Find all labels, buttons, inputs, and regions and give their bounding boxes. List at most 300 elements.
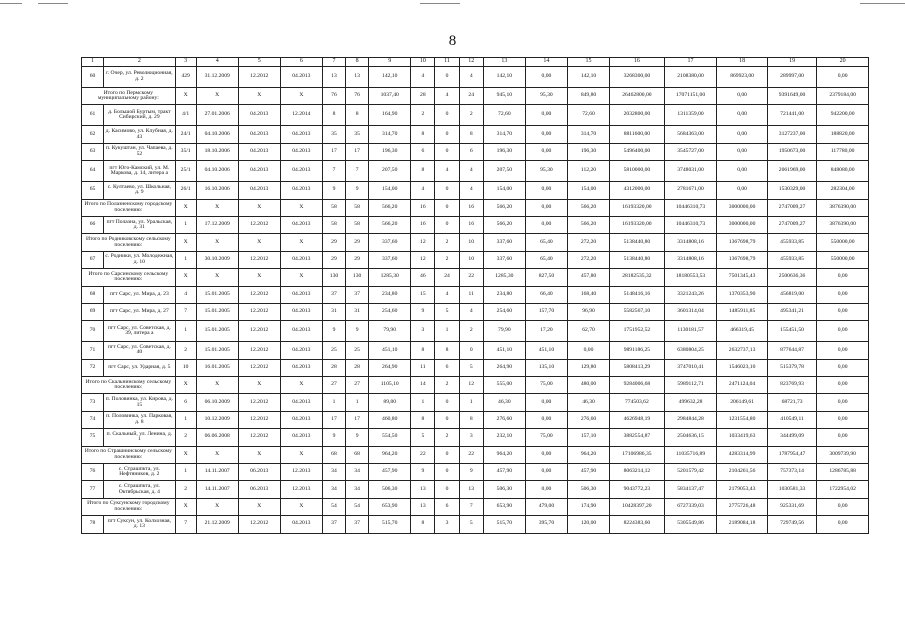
table-cell: 254,60: [369, 303, 411, 320]
table-row: [82, 105, 869, 126]
table-cell: X: [175, 446, 196, 463]
table-cell: 196,30: [369, 143, 411, 160]
table-cell: 5: [435, 303, 459, 320]
table-cell: 95,30: [525, 88, 567, 105]
table-cell: 0: [459, 342, 483, 359]
table-cell: 1787954,47: [767, 446, 816, 463]
table-cell: X: [238, 377, 280, 394]
table-cell: 135,10: [525, 359, 567, 376]
table-cell: 67: [82, 251, 104, 268]
table-cell: 04.10.2006: [196, 126, 238, 143]
address-cell: пгт Полазна, ул. Уральская, д. 31: [104, 216, 176, 233]
table-cell: 168,40: [567, 286, 609, 303]
table-cell: 1367698,79: [717, 251, 768, 268]
table-cell: 5305549,86: [664, 516, 717, 533]
table-cell: 207,50: [483, 161, 525, 182]
table-cell: 2104261,56: [717, 464, 768, 481]
table-cell: X: [238, 269, 280, 286]
table-cell: 17071151,00: [664, 88, 717, 105]
table-cell: X: [280, 498, 322, 515]
table-cell: 69: [82, 303, 104, 320]
table-cell: 6: [175, 394, 196, 411]
table-cell: 3876390,00: [817, 216, 869, 233]
table-cell: 9891186,25: [610, 342, 665, 359]
table-cell: 3127237,00: [767, 126, 816, 143]
table-cell: 25: [346, 342, 369, 359]
address-cell: с. Страшпкта, ул. Октябрьская, д. 4: [104, 481, 176, 498]
table-cell: 0,00: [717, 161, 768, 182]
table-cell: 18180553,53: [664, 269, 717, 286]
table-cell: 457,90: [369, 464, 411, 481]
table-cell: 1: [411, 394, 435, 411]
table-cell: 14.11.2007: [196, 464, 238, 481]
table-cell: 566,20: [567, 199, 609, 216]
table-cell: 0: [435, 411, 459, 428]
table-cell: 75: [82, 429, 104, 446]
table-cell: 12.2012: [238, 321, 280, 342]
table-cell: 1037,40: [369, 88, 411, 105]
table-cell: X: [196, 377, 238, 394]
table-cell: 11035716,89: [664, 446, 717, 463]
column-number: 20: [817, 58, 869, 67]
table-cell: 74: [82, 411, 104, 428]
table-cell: 5684363,00: [664, 126, 717, 143]
table-cell: 30.10.2009: [196, 251, 238, 268]
subtotal-row: [82, 199, 869, 216]
table-cell: 31: [346, 303, 369, 320]
table-cell: 1311359,00: [664, 105, 717, 126]
table-cell: 06.10.2009: [196, 394, 238, 411]
table-cell: X: [175, 234, 196, 251]
table-cell: 0: [435, 182, 459, 199]
table-cell: 566,20: [369, 216, 411, 233]
table-cell: X: [175, 269, 196, 286]
table-row: [82, 429, 869, 446]
table-cell: 58: [346, 199, 369, 216]
table-cell: 12: [411, 251, 435, 268]
address-cell: с. Култаево, ул. Школьная, д. 9: [104, 182, 176, 199]
table-cell: 964,20: [483, 446, 525, 463]
table-cell: 0,00: [525, 199, 567, 216]
table-cell: 62,70: [567, 321, 609, 342]
table-cell: 78: [82, 516, 104, 533]
table-cell: 566,20: [483, 199, 525, 216]
table-cell: 12.2012: [238, 411, 280, 428]
table-cell: 29: [346, 251, 369, 268]
table-cell: 0: [435, 464, 459, 481]
table-cell: 0,00: [717, 182, 768, 199]
table-cell: 71: [82, 342, 104, 359]
table-cell: 721441,00: [767, 105, 816, 126]
table-cell: 8: [322, 105, 345, 126]
table-cell: 46,30: [483, 394, 525, 411]
table-cell: 282304,00: [817, 182, 869, 199]
table-cell: 04.10.2006: [196, 161, 238, 182]
table-cell: 9: [322, 321, 345, 342]
table-cell: 6: [411, 143, 435, 160]
table-cell: 0,00: [817, 359, 869, 376]
table-cell: 76: [82, 464, 104, 481]
table-cell: 4: [435, 161, 459, 182]
column-number: 6: [280, 58, 322, 67]
table-cell: 2: [435, 429, 459, 446]
table-cell: 314,70: [483, 126, 525, 143]
table-cell: 35: [322, 126, 345, 143]
table-cell: 0: [435, 446, 459, 463]
column-number: 7: [322, 58, 345, 67]
table-cell: 22: [459, 269, 483, 286]
table-cell: 17,20: [525, 321, 567, 342]
table-cell: 8224383,60: [610, 516, 665, 533]
table-cell: 276,60: [483, 411, 525, 428]
table-cell: 0: [435, 143, 459, 160]
table-cell: 9: [411, 303, 435, 320]
table-cell: 157,70: [525, 303, 567, 320]
table-cell: X: [196, 199, 238, 216]
table-cell: 0,00: [717, 143, 768, 160]
table-cell: 65,40: [525, 234, 567, 251]
table-cell: 164,90: [369, 105, 411, 126]
table-cell: 9391649,00: [767, 88, 816, 105]
table-cell: 4283314,99: [717, 446, 768, 463]
table-cell: 5496400,00: [610, 143, 665, 160]
table-cell: 9043772,23: [610, 481, 665, 498]
table-cell: 61: [82, 105, 104, 126]
table-cell: 58: [322, 216, 345, 233]
table-cell: 3268300,00: [610, 67, 665, 88]
table-cell: 22: [411, 446, 435, 463]
table-cell: 8: [346, 105, 369, 126]
address-cell: д. Касимово, ул. Клубная, д. 43: [104, 126, 176, 143]
table-cell: 17.12.2009: [196, 216, 238, 233]
table-cell: 0,00: [525, 394, 567, 411]
table-cell: 6: [459, 143, 483, 160]
table-cell: 877644,87: [767, 342, 816, 359]
table-cell: 5: [459, 359, 483, 376]
column-number: 5: [238, 58, 280, 67]
table-cell: 0,00: [567, 342, 609, 359]
table-cell: 34: [346, 464, 369, 481]
table-cell: X: [280, 269, 322, 286]
table-row: [82, 464, 869, 481]
table-cell: 451,10: [525, 342, 567, 359]
table-cell: 66,40: [525, 286, 567, 303]
table-cell: 3314808,16: [664, 251, 717, 268]
table-cell: 0,00: [525, 126, 567, 143]
table-cell: 12.2012: [238, 303, 280, 320]
table-cell: 9: [411, 464, 435, 481]
table-cell: 0: [435, 105, 459, 126]
table-cell: 8: [459, 411, 483, 428]
address-cell: пгт Сарс, ул. Ударная, д. 5: [104, 359, 176, 376]
table-cell: 68: [322, 446, 345, 463]
table-row: [82, 303, 869, 320]
table-cell: 12.2013: [280, 481, 322, 498]
table-cell: 17106986,35: [610, 446, 665, 463]
table-cell: 65,40: [525, 251, 567, 268]
table-cell: 46: [411, 269, 435, 286]
table-cell: 154,00: [483, 182, 525, 199]
table-cell: 1: [322, 394, 345, 411]
table-cell: 466319,45: [717, 321, 768, 342]
table-cell: 964,20: [369, 446, 411, 463]
table-cell: X: [175, 377, 196, 394]
subtotal-row: [82, 446, 869, 463]
table-cell: 46,30: [567, 394, 609, 411]
table-cell: 506,30: [567, 481, 609, 498]
table-cell: 0,00: [817, 342, 869, 359]
table-cell: 566,20: [567, 216, 609, 233]
table-cell: X: [196, 88, 238, 105]
table-cell: 12: [411, 234, 435, 251]
table-cell: 1546023,10: [717, 359, 768, 376]
table-cell: X: [280, 446, 322, 463]
table-cell: X: [280, 88, 322, 105]
table-cell: 13: [322, 67, 345, 88]
table-cell: 04.2013: [280, 359, 322, 376]
table-cell: 8: [411, 411, 435, 428]
table-cell: 2747009,27: [767, 199, 816, 216]
table-cell: 7: [175, 516, 196, 533]
table-row: [82, 182, 869, 199]
table-cell: 28: [322, 359, 345, 376]
table-cell: 515379,78: [767, 359, 816, 376]
table-cell: 2: [459, 105, 483, 126]
subtotal-label: Итого по Пермскому муниципальному району:: [82, 88, 176, 105]
table-cell: 25/1: [175, 161, 196, 182]
table-cell: 395,70: [525, 516, 567, 533]
table-cell: 942200,00: [817, 105, 869, 126]
table-cell: 5: [411, 429, 435, 446]
table-cell: 0,00: [817, 67, 869, 88]
table-cell: 8063214,12: [610, 464, 665, 481]
table-cell: 945,10: [483, 88, 525, 105]
table-cell: 2: [435, 251, 459, 268]
table-cell: 925331,69: [767, 498, 816, 515]
table-cell: 566,20: [369, 199, 411, 216]
table-cell: 16.01.2005: [196, 359, 238, 376]
table-cell: 555,00: [483, 377, 525, 394]
table-row: [82, 286, 869, 303]
table-row: [82, 143, 869, 160]
apartment-registry-table: [81, 57, 869, 534]
table-cell: 142,10: [567, 67, 609, 88]
table-row: [82, 359, 869, 376]
table-cell: 9: [346, 321, 369, 342]
table-cell: 15.01.2005: [196, 286, 238, 303]
table-cell: 06.2013: [238, 464, 280, 481]
table-cell: 04.2013: [280, 67, 322, 88]
table-cell: X: [175, 498, 196, 515]
table-cell: 264,90: [483, 359, 525, 376]
table-cell: 1: [346, 394, 369, 411]
address-cell: с. Страшпкта, ул. Нефтяников, д. 2: [104, 464, 176, 481]
table-cell: 554,50: [369, 429, 411, 446]
table-cell: X: [238, 498, 280, 515]
table-cell: 04.2013: [280, 303, 322, 320]
table-cell: 14: [411, 377, 435, 394]
subtotal-label: Итого по Суксунскому городскому поселению:: [82, 498, 176, 515]
table-cell: 410549,11: [767, 411, 816, 428]
table-cell: 5834137,47: [664, 481, 717, 498]
table-cell: 04.2013: [280, 126, 322, 143]
table-cell: 1: [435, 321, 459, 342]
table-cell: 154,00: [567, 182, 609, 199]
table-cell: 16193320,00: [610, 199, 665, 216]
table-cell: 653,90: [369, 498, 411, 515]
table-cell: 515,70: [483, 516, 525, 533]
table-cell: 7: [322, 161, 345, 182]
table-cell: 12.2014: [280, 105, 322, 126]
table-cell: 264,90: [369, 359, 411, 376]
table-cell: 2984844,28: [664, 411, 717, 428]
table-cell: 9: [459, 464, 483, 481]
table-cell: 1950673,00: [767, 143, 816, 160]
table-cell: 0,00: [525, 143, 567, 160]
table-cell: 04.2013: [280, 342, 322, 359]
table-cell: 04.2013: [238, 161, 280, 182]
table-cell: 4: [459, 161, 483, 182]
table-cell: 25: [322, 342, 345, 359]
subtotal-row: [82, 269, 869, 286]
table-cell: 174,90: [567, 498, 609, 515]
table-cell: 0,00: [817, 498, 869, 515]
table-cell: 8: [435, 342, 459, 359]
table-cell: 337,60: [483, 251, 525, 268]
table-cell: 10446310,73: [664, 199, 717, 216]
table-cell: 37: [322, 286, 345, 303]
table-cell: 37: [346, 516, 369, 533]
table-cell: 37: [346, 286, 369, 303]
table-cell: 0: [435, 394, 459, 411]
table-cell: 12.2012: [238, 251, 280, 268]
table-cell: 5808413,29: [610, 359, 665, 376]
table-cell: 1: [175, 251, 196, 268]
table-cell: 35: [346, 126, 369, 143]
table-cell: 26462800,00: [610, 88, 665, 105]
table-cell: 2: [411, 105, 435, 126]
table-cell: 457,80: [567, 269, 609, 286]
table-cell: 29: [322, 234, 345, 251]
table-cell: 10: [459, 251, 483, 268]
table-cell: 757373,14: [767, 464, 816, 481]
table-cell: 5989112,71: [664, 377, 717, 394]
table-cell: 1130181,57: [664, 321, 717, 342]
column-number: 10: [411, 58, 435, 67]
table-cell: 17: [346, 143, 369, 160]
table-cell: 506,30: [369, 481, 411, 498]
table-cell: 155451,50: [767, 321, 816, 342]
table-cell: 3009739,90: [817, 446, 869, 463]
table-cell: 1105,10: [369, 377, 411, 394]
table-cell: 0,00: [717, 126, 768, 143]
table-cell: 774503,62: [610, 394, 665, 411]
table-cell: 0: [435, 199, 459, 216]
table-cell: 7: [459, 498, 483, 515]
table-cell: 827,50: [525, 269, 567, 286]
table-cell: 12.2012: [238, 516, 280, 533]
table-cell: 2: [435, 377, 459, 394]
table-cell: 0,00: [525, 481, 567, 498]
table-cell: 04.2013: [280, 161, 322, 182]
table-cell: 823769,93: [767, 377, 816, 394]
table-cell: 3545727,00: [664, 143, 717, 160]
table-cell: 4: [435, 286, 459, 303]
table-cell: 429: [175, 67, 196, 88]
table-cell: 2061969,00: [767, 161, 816, 182]
table-cell: 1033419,63: [717, 429, 768, 446]
table-cell: 4: [435, 88, 459, 105]
table-cell: 1370353,90: [717, 286, 768, 303]
table-cell: 272,20: [567, 251, 609, 268]
table-cell: 5582567,10: [610, 303, 665, 320]
table-cell: 13: [459, 481, 483, 498]
table-cell: 9284006,68: [610, 377, 665, 394]
table-cell: X: [175, 199, 196, 216]
table-cell: 0,00: [525, 216, 567, 233]
table-cell: 117780,00: [817, 143, 869, 160]
table-cell: 3: [411, 321, 435, 342]
table-cell: 550000,00: [817, 251, 869, 268]
address-cell: д. Большой Буртым, тракт Сибирский, д. 29: [104, 105, 176, 126]
table-cell: 157,10: [567, 429, 609, 446]
table-cell: 62: [82, 126, 104, 143]
table-cell: 68721,73: [767, 394, 816, 411]
table-cell: 12.2012: [238, 359, 280, 376]
table-cell: 13: [346, 67, 369, 88]
table-cell: 12.2012: [238, 286, 280, 303]
table-cell: 24: [435, 269, 459, 286]
table-cell: 2: [175, 342, 196, 359]
table-cell: 0,00: [817, 411, 869, 428]
table-row: [82, 342, 869, 359]
table-cell: 272,20: [567, 234, 609, 251]
table-cell: 16: [411, 199, 435, 216]
table-cell: 0,00: [525, 67, 567, 88]
table-cell: 58: [322, 199, 345, 216]
subtotal-row: [82, 88, 869, 105]
table-cell: 13: [411, 481, 435, 498]
table-cell: 1485911,85: [717, 303, 768, 320]
table-cell: 04.2013: [280, 516, 322, 533]
table-cell: 3: [435, 516, 459, 533]
table-cell: 6380804,25: [664, 342, 717, 359]
table-cell: 120,00: [567, 516, 609, 533]
table-cell: 79,90: [369, 321, 411, 342]
table-cell: 14.11.2007: [196, 481, 238, 498]
table-cell: 0,00: [817, 429, 869, 446]
table-cell: 04.2013: [238, 126, 280, 143]
table-cell: 76: [322, 88, 345, 105]
address-cell: п. Половинка, ул. Кирова, д. 15: [104, 394, 176, 411]
table-cell: 34: [346, 481, 369, 498]
table-cell: 5148416,16: [610, 286, 665, 303]
table-cell: 1367698,79: [717, 234, 768, 251]
column-number: 12: [459, 58, 483, 67]
table-cell: X: [196, 269, 238, 286]
table-cell: 26/1: [175, 182, 196, 199]
table-cell: 10.12.2009: [196, 411, 238, 428]
column-number: 2: [104, 58, 176, 67]
column-number: 18: [717, 58, 768, 67]
table-cell: 4: [459, 303, 483, 320]
table-cell: 849,80: [567, 88, 609, 105]
table-cell: 06.06.2008: [196, 429, 238, 446]
table-cell: 96,90: [567, 303, 609, 320]
table-cell: 2108380,00: [664, 67, 717, 88]
table-cell: 456819,00: [767, 286, 816, 303]
column-number: 1: [82, 58, 104, 67]
